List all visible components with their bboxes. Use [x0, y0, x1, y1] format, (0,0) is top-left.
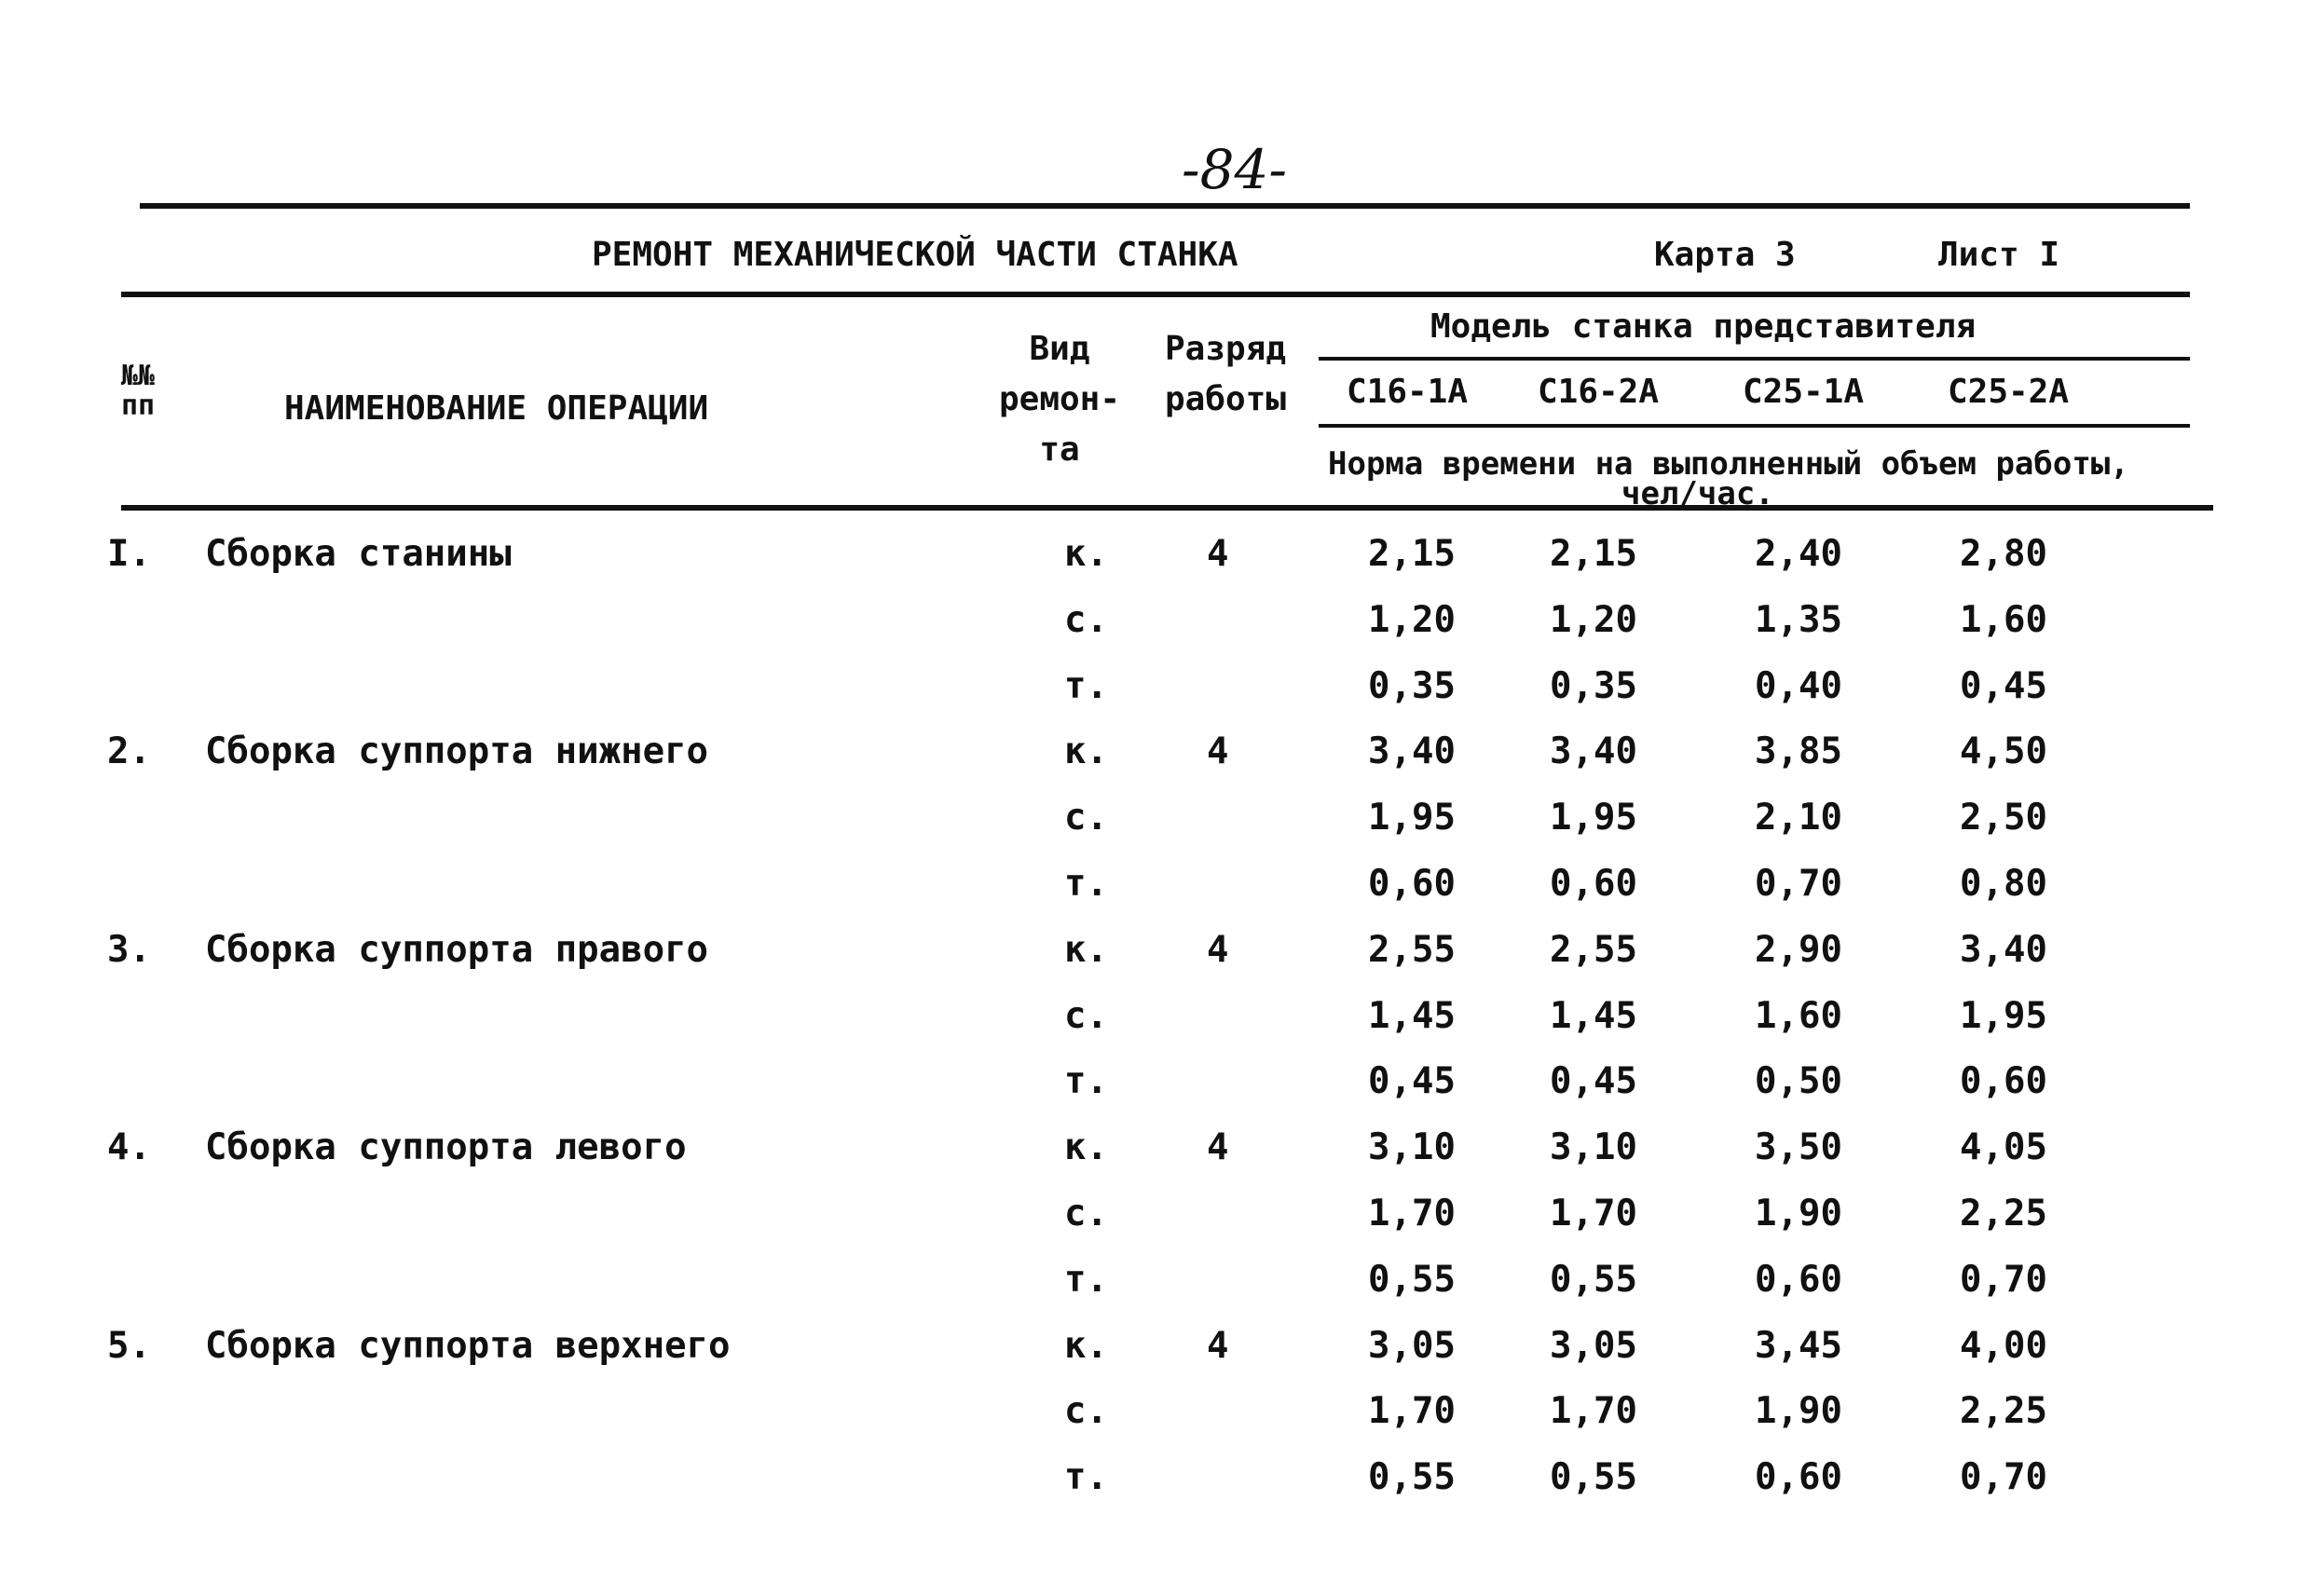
header-bottom-rule [121, 505, 2213, 511]
norm-value: 2,40 [1755, 533, 1842, 575]
norm-value: 2,50 [1960, 797, 2047, 839]
norm-value: 1,20 [1550, 599, 1637, 641]
col-model-1: С16-1А [1346, 373, 1469, 411]
repair-type: с. [1064, 797, 1108, 839]
norm-value: 0,50 [1755, 1060, 1842, 1102]
col-num-header: №№ пп [121, 360, 156, 422]
norm-value: 3,10 [1550, 1126, 1637, 1168]
norm-value: 2,55 [1550, 929, 1637, 971]
row-number: 2. [107, 730, 151, 772]
norm-caption-line1: Норма времени на выполненный объем работы, [1328, 445, 2129, 483]
work-grade: 4 [1207, 1126, 1229, 1168]
norm-value: 0,55 [1550, 1456, 1637, 1498]
repair-type: к. [1064, 533, 1108, 575]
norm-value: 2,10 [1755, 797, 1842, 839]
norm-value: 1,45 [1550, 995, 1637, 1037]
table-title: РЕМОНТ МЕХАНИЧЕСКОЙ ЧАСТИ СТАНКА [592, 236, 1238, 274]
norm-value: 4,00 [1960, 1325, 2047, 1367]
col-model-2: С16-2А [1537, 373, 1660, 411]
norm-value: 2,80 [1960, 533, 2047, 575]
col-grade-header: Разряд работы [1164, 330, 1287, 418]
norm-value: 0,55 [1368, 1259, 1456, 1301]
norm-value: 1,60 [1960, 599, 2047, 641]
norm-value: 3,05 [1368, 1325, 1456, 1367]
norm-value: 2,25 [1960, 1390, 2047, 1432]
col-model-group-header: Модель станка представителя [1430, 307, 1977, 346]
norm-value: 1,90 [1755, 1390, 1842, 1432]
repair-type: т. [1064, 665, 1108, 707]
sheet-label: Лист I [1938, 236, 2060, 274]
norm-value: 2,55 [1368, 929, 1456, 971]
repair-type: т. [1064, 1060, 1108, 1102]
norm-value: 0,60 [1550, 863, 1637, 905]
norm-value: 0,55 [1550, 1259, 1637, 1301]
norm-value: 0,70 [1755, 863, 1842, 905]
norm-value: 0,40 [1755, 665, 1842, 707]
col-model-3: С25-1А [1742, 373, 1865, 411]
norm-value: 4,50 [1960, 730, 2047, 772]
norm-value: 1,70 [1550, 1193, 1637, 1235]
norm-value: 3,40 [1960, 929, 2047, 971]
norm-caption-line2: чел/час. [1621, 475, 1774, 512]
row-number: 4. [107, 1126, 151, 1168]
norm-value: 2,25 [1960, 1193, 2047, 1235]
row-number: 3. [107, 929, 151, 971]
repair-type: с. [1064, 1193, 1108, 1235]
work-grade: 4 [1207, 730, 1229, 772]
work-grade: 4 [1207, 1325, 1229, 1367]
repair-type: к. [1064, 929, 1108, 971]
operation-name: Сборка суппорта левого [205, 1126, 687, 1168]
norm-value: 1,70 [1550, 1390, 1637, 1432]
repair-type: к. [1064, 1126, 1108, 1168]
page-number: -84- [1182, 138, 1287, 201]
norm-value: 1,95 [1960, 995, 2047, 1037]
norm-value: 1,70 [1368, 1390, 1456, 1432]
col-name-header: НАИМЕНОВАНИЕ ОПЕРАЦИИ [284, 389, 709, 428]
norm-value: 0,45 [1550, 1060, 1637, 1102]
repair-type: к. [1064, 730, 1108, 772]
norm-value: 1,60 [1755, 995, 1842, 1037]
operation-name: Сборка суппорта правого [205, 929, 709, 971]
norm-value: 3,10 [1368, 1126, 1456, 1168]
norm-value: 2,15 [1368, 533, 1456, 575]
norm-value: 2,15 [1550, 533, 1637, 575]
norm-value: 0,70 [1960, 1456, 2047, 1498]
row-number: I. [107, 533, 151, 575]
work-grade: 4 [1207, 533, 1229, 575]
top-rule [140, 203, 2190, 209]
norm-value: 3,40 [1368, 730, 1456, 772]
norm-value: 3,40 [1550, 730, 1637, 772]
norm-value: 2,90 [1755, 929, 1842, 971]
norm-value: 1,70 [1368, 1193, 1456, 1235]
norm-value: 0,55 [1368, 1456, 1456, 1498]
norm-value: 0,60 [1755, 1456, 1842, 1498]
repair-type: т. [1064, 1259, 1108, 1301]
col-model-4: С25-2А [1947, 373, 2070, 411]
norm-value: 0,45 [1368, 1060, 1456, 1102]
norm-value: 0,60 [1960, 1060, 2047, 1102]
norm-value: 1,95 [1550, 797, 1637, 839]
repair-type: т. [1064, 863, 1108, 905]
work-grade: 4 [1207, 929, 1229, 971]
norm-value: 1,45 [1368, 995, 1456, 1037]
norm-value: 3,45 [1755, 1325, 1842, 1367]
repair-type: т. [1064, 1456, 1108, 1498]
model-group-rule [1319, 357, 2190, 361]
norm-value: 3,50 [1755, 1126, 1842, 1168]
norm-value: 1,95 [1368, 797, 1456, 839]
norm-value: 1,90 [1755, 1193, 1842, 1235]
card-label: Карта 3 [1654, 236, 1796, 274]
operation-name: Сборка суппорта верхнего [205, 1325, 731, 1367]
row-number: 5. [107, 1325, 151, 1367]
title-rule [121, 292, 2190, 297]
norm-value: 1,20 [1368, 599, 1456, 641]
repair-type: с. [1064, 599, 1108, 641]
norm-value: 4,05 [1960, 1126, 2047, 1168]
repair-type: к. [1064, 1325, 1108, 1367]
norm-value: 3,05 [1550, 1325, 1637, 1367]
norm-value: 0,80 [1960, 863, 2047, 905]
norm-value: 0,70 [1960, 1259, 2047, 1301]
norm-value: 0,35 [1368, 665, 1456, 707]
norm-value: 0,35 [1550, 665, 1637, 707]
repair-type: с. [1064, 995, 1108, 1037]
norm-value: 1,35 [1755, 599, 1842, 641]
repair-type: с. [1064, 1390, 1108, 1432]
operation-name: Сборка станины [205, 533, 512, 575]
norm-value: 0,60 [1755, 1259, 1842, 1301]
norm-value: 3,85 [1755, 730, 1842, 772]
col-repair-type-header: Вид ремон- та [998, 330, 1121, 469]
model-names-rule [1319, 424, 2190, 428]
norm-value: 0,45 [1960, 665, 2047, 707]
operation-name: Сборка суппорта нижнего [205, 730, 709, 772]
norm-value: 0,60 [1368, 863, 1456, 905]
